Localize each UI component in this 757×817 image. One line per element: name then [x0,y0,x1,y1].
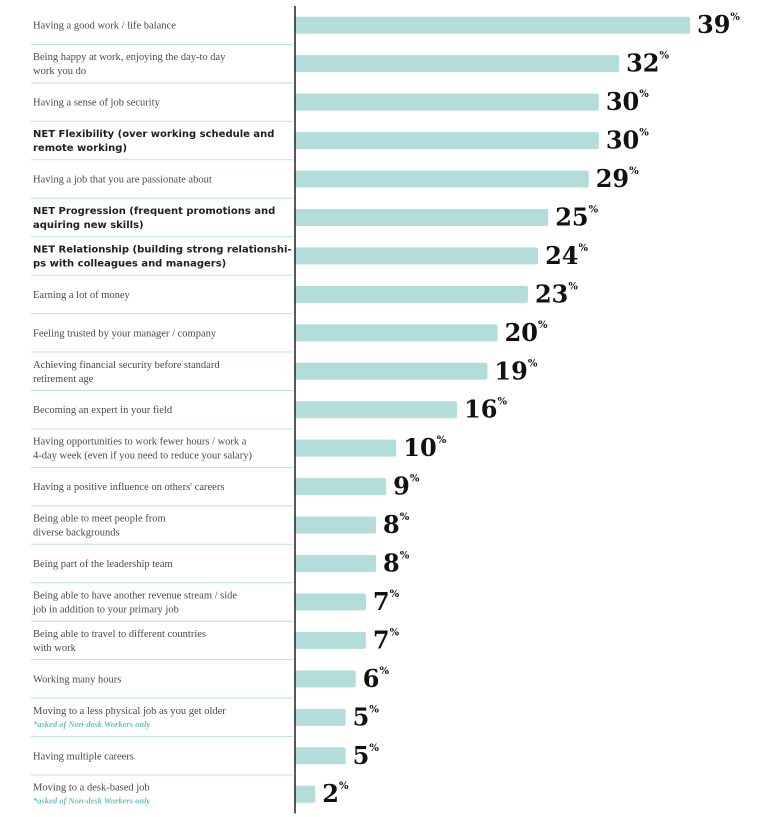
category-label: NET Relationship (building strong relationshi-ps with colleagues and managers) [33,244,292,270]
chart-row [31,202,599,236]
value-label: 7% [372,586,400,616]
category-label: Having multiple careers [33,751,134,763]
bar [295,209,548,226]
category-label: Working many hours [33,674,122,686]
chart-rows [31,10,740,808]
category-note: *asked of Non-desk Workers only [33,795,151,806]
chart-row [31,433,447,467]
value-label: 39% [697,10,740,40]
value-label: 2% [322,779,349,809]
chart-row [33,779,349,808]
bar [295,478,386,495]
category-label: Achieving financial security before standard retirement age [33,359,220,385]
bar [295,401,457,418]
chart-row [31,702,379,736]
value-label: 9% [393,471,420,501]
bar [295,247,538,264]
bar [295,555,376,572]
category-label: Moving to a desk-based job [33,782,150,794]
category-label: Being part of the leadership team [33,559,173,571]
category-label: NET Flexibility (over working schedule and remote working) [33,129,275,155]
chart-row [31,510,410,544]
category-label: Feeling trusted by your manager / company [33,328,217,340]
category-label: Being able to have another revenue stream / side job in addition to your primary job [33,590,238,616]
bar [295,363,487,380]
bar [295,709,346,726]
category-label: Being able to travel to different countries with work [33,628,206,654]
bar [295,94,599,111]
category-label: Having a job that you are passionate about [33,174,212,186]
chart-row [31,587,400,621]
value-label: 23% [534,279,578,309]
bar [295,632,366,649]
category-label: Being happy at work, enjoying the day-to day work you do [33,52,226,78]
chart-row [31,318,548,352]
value-label: 5% [352,702,379,732]
chart-row [31,356,538,390]
chart-row [31,472,420,506]
category-label: Earning a lot of money [33,289,130,301]
bar [295,517,376,534]
chart-row [31,164,639,198]
bar [295,17,690,34]
value-label: 30% [605,87,649,117]
value-label: 19% [494,356,538,386]
value-label: 10% [403,433,447,463]
chart-row [31,10,740,44]
bar [295,593,366,610]
value-label: 8% [383,548,410,578]
chart-row [31,279,578,313]
value-label: 29% [595,164,639,194]
value-label: 30% [605,125,649,155]
value-label: 32% [626,48,670,78]
chart-row [31,741,379,775]
chart-row [31,49,670,83]
value-label: 20% [504,317,548,347]
category-label: NET Progression (frequent promotions and aquiring new skills) [33,205,276,231]
bar [295,747,346,764]
value-label: 5% [352,740,379,770]
category-label: Having opportunities to work fewer hours / work a 4-day week (even if you need to reduce your salary) [33,436,252,462]
bar [295,324,498,341]
bar [295,132,599,149]
value-label: 25% [555,202,599,232]
chart-row [31,87,649,121]
chart-row [31,625,400,659]
category-note: *asked of Non-desk Workers only [33,718,151,729]
bar [295,55,619,72]
chart-row [31,241,588,275]
bar [295,286,528,303]
chart-row [31,549,410,583]
chart-row [31,664,389,698]
value-label: 16% [464,394,507,424]
category-label: Becoming an expert in your field [33,405,173,417]
chart-row [31,395,507,429]
value-label: 24% [545,240,588,270]
bar [295,670,356,687]
value-label: 6% [362,663,389,693]
bar [295,440,396,457]
category-label: Being able to meet people from diverse backgrounds [33,513,166,539]
category-label: Moving to a less physical job as you get older [33,705,226,717]
value-label: 8% [383,510,410,540]
bar [295,171,589,188]
category-label: Having a sense of job security [33,97,160,109]
category-label: Having a positive influence on others' careers [33,482,225,494]
chart-row [31,126,649,160]
value-label: 7% [372,625,400,655]
bar [295,786,315,803]
category-label: Having a good work / life balance [33,20,176,32]
